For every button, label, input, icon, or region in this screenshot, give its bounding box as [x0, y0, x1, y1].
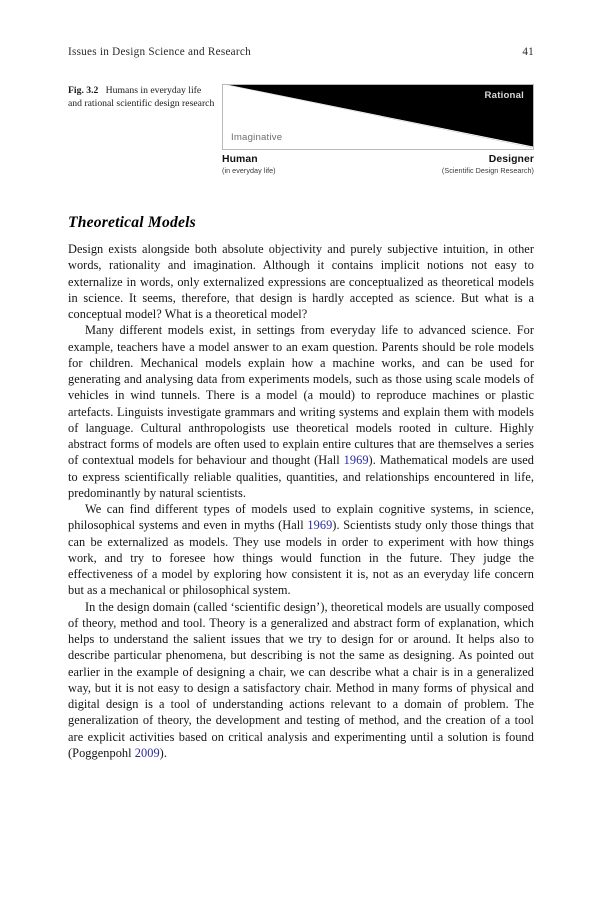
paragraph-4-text-b: ).	[159, 745, 167, 760]
diagram-label-rational: Rational	[484, 90, 524, 101]
running-head	[68, 46, 534, 58]
paragraph-1-text: Design exists alongside both absolute objectivity and purely subjective intuition, in other words, rationality and imagination. Although it contains implicit notions not easy to externalize in words, only externalized expressions are conceptualized as theoretical models in science. It seems, therefore, that design is hardly accepted as science. But what is a conceptual model? What is a theoretical model?	[68, 242, 534, 321]
axis-label-designer-main: Designer	[488, 154, 534, 165]
paragraph-4	[68, 599, 534, 762]
body-text	[68, 241, 534, 761]
paragraph-3-text-a: We can find different types of models used to explain cognitive systems, in science, philosophical systems and even in myths (Hall	[68, 502, 534, 533]
figure-artwork	[222, 84, 536, 180]
paragraph-1	[68, 241, 534, 322]
axis-label-designer	[442, 154, 534, 175]
paragraph-2-text-a: Many different models exist, in settings from everyday life to advanced science. For example, teachers have a model answer to an exam question. Parents should be role models for children. Mechanical models explain how a machine works, and can be used for generating and analysing data from experiments models, such as those using scale models of vehicles in wind tunnels. There is a model (a mould) to reproduce machines or plastic artefacts. Linguists investigate grammars and writing systems and explain them with models of language. Cultural anthropologists use theoretical models rooted in culture. Highly abstract forms of models are often used to explain entire cultures that are themselves a series of contextual models for behaviour and thought (Hall	[68, 323, 534, 468]
axis-label-human-main: Human	[222, 154, 258, 165]
figure-caption	[68, 84, 216, 110]
running-head-title: Issues in Design Science and Research	[68, 46, 251, 58]
figure-label: Fig. 3.2	[68, 85, 104, 96]
citation-link-poggenpohl-2009[interactable]: 2009	[134, 745, 160, 760]
paragraph-4-text-a: In the design domain (called ‘scientific design’), theoretical models are usually composed of theory, method and tool. Theory is a generalized and abstract form of explanation, which helps to understand the salient issues that we try to design for or around. It helps also to describe particular phenomena, but describing is not the same as designing. As pointed out earlier in the example of designing a chair, we can describe what a chair is in a generalized way, but it is not easy to design a satisfactory chair. Method in many forms of physical and digital design is a tool of understanding actions relevant to a domain of problem. The generalization of theory, the development and testing of method, and the creation of a tool are explicit activities based on critical analysis and experimenting until a solution is found (Poggenpohl	[68, 599, 534, 760]
axis-label-human	[222, 154, 276, 175]
paragraph-3	[68, 501, 534, 599]
section-heading: Theoretical Models	[68, 213, 196, 231]
diagram-label-imaginative: Imaginative	[231, 132, 283, 143]
axis-label-designer-sub: (Scientific Design Research)	[441, 166, 534, 175]
paragraph-3-text-b: ). Scientists study only those things that can be externalized as models. They use models in order to experiment with how things work, and try to foresee how things would function in the future. They judge the effectiveness of a model by exploring how consistent it is, not as an everyday life concern but as a mechanical or philosophical system.	[68, 518, 534, 598]
figure-caption-text: Humans in everyday life and rational scientific design research	[68, 85, 215, 110]
citation-link-hall-1969-a[interactable]: 1969	[343, 453, 369, 468]
paragraph-2-text-b: ). Mathematical models are used to express scientifically reliable qualities, quantities, and relationships encountered in life, predominantly by natural scientists.	[68, 453, 534, 500]
citation-link-hall-1969-b[interactable]: 1969	[307, 518, 333, 533]
paragraph-2	[68, 322, 534, 501]
figure-diagram	[222, 84, 534, 150]
page-number: 41	[522, 46, 534, 58]
diagram-axis-labels	[222, 154, 534, 180]
axis-label-human-sub: (in everyday life)	[222, 166, 276, 175]
